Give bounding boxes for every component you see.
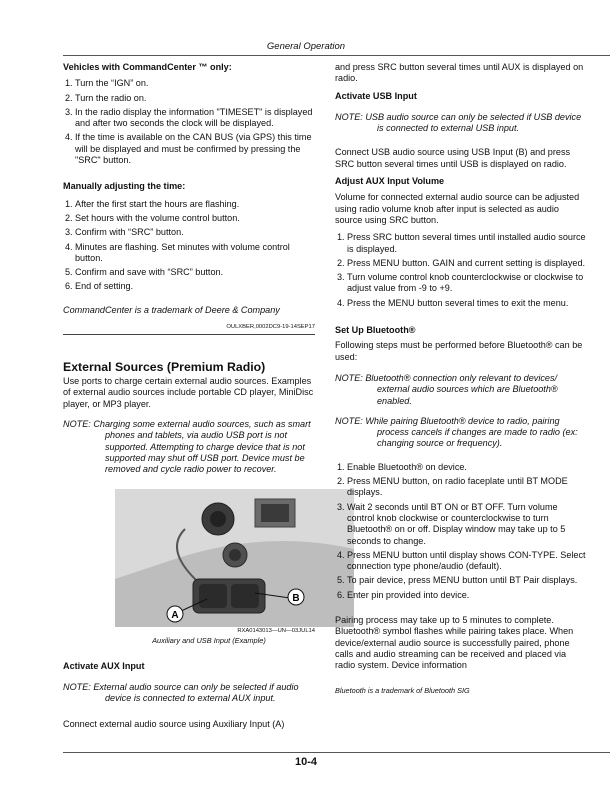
list-item: 3. Turn volume control knob counterclockwise or clockwise to adjust value from -9 to +9. — [337, 272, 584, 294]
external-sources-paragraph: Use ports to charge certain external audio sources. Examples of external audio sources include portable CD player, MiniDisc player, or MP3 player. — [63, 376, 314, 409]
bluetooth-heading: Set Up Bluetooth® — [335, 325, 416, 336]
label-b: B — [292, 593, 300, 605]
usb-paragraph: Connect USB audio source using USB Input (B) and press SRC button several times until USB is displayed on radio. — [335, 147, 571, 169]
left-column — [63, 62, 315, 730]
bluetooth-note-1: NOTE: Bluetooth® connection only relevant to devices/ external audio sources which are Bluetooth® enabled. — [335, 372, 558, 406]
commandcenter-heading: Vehicles with CommandCenter ™ only: — [63, 62, 232, 72]
aux-volume-heading: Adjust AUX Input Volume — [335, 176, 445, 187]
bluetooth-trademark: Bluetooth is a trademark of Bluetooth SIG — [335, 686, 470, 696]
list-item: 4. Minutes are flashing. Set minutes with volume control button. — [65, 241, 290, 263]
image-id: RXA0143013—UN—03JUL14 — [237, 628, 315, 635]
charging-note: NOTE: Charging some external audio sources, such as smart phones and tablets, via audio USB port is not supported. Attempting to charge device that is not supported may shut off USB port. Device must be removed and cycle radio power to recover. — [63, 418, 311, 475]
aux-volume-paragraph: Volume for connected external audio source can be adjusted using radio volume knob after input is selected as audio source using SRC button. — [335, 192, 580, 225]
list-item: 6. Enter pin provided into device. — [337, 589, 470, 600]
list-item: 2. Set hours with the volume control button. — [65, 212, 240, 223]
list-item: 2. Press MENU button, on radio faceplate until BT MODE displays. — [337, 476, 568, 498]
header-rule — [63, 55, 610, 56]
commandcenter-steps — [63, 78, 315, 166]
footer-rule — [63, 752, 610, 753]
list-item: 3. In the radio display the information "TIMESET" is displayed and after two seconds the clock will be displayed. — [65, 106, 313, 129]
bluetooth-paragraph: Following steps must be performed before Bluetooth® can be used: — [335, 340, 583, 362]
list-item: 1. Turn the “IGN” on. — [65, 78, 149, 89]
list-item: 2. Press MENU button. GAIN and current setting is displayed. — [337, 257, 586, 268]
bluetooth-steps — [335, 462, 587, 601]
list-item: 4. Press the MENU button several times to exit the menu. — [337, 297, 569, 308]
external-sources-heading: External Sources (Premium Radio) — [63, 360, 266, 375]
list-item: 5. Confirm and save with “SRC” button. — [65, 267, 224, 278]
list-item: 1. Press SRC button several times until installed audio source is displayed. — [337, 232, 586, 254]
aux-continued-paragraph: and press SRC button several times until AUX is displayed on radio. — [335, 62, 584, 84]
manual-time-steps — [63, 199, 315, 293]
list-item: 4. Press MENU button until display shows CON-TYPE. Select connection type phone/audio (default). — [337, 549, 586, 572]
list-item: 6. End of setting. — [65, 281, 134, 292]
activate-aux-heading: Activate AUX Input — [63, 660, 145, 671]
list-item: 2. Turn the radio on. — [65, 92, 147, 103]
aux-paragraph: Connect external audio source using Auxiliary Input (A) — [63, 718, 285, 729]
usb-note: NOTE: USB audio source can only be selected if USB device is connected to external USB input. — [335, 111, 582, 134]
image-caption: Auxiliary and USB Input (Example) — [152, 636, 266, 646]
list-item: 3. Wait 2 seconds until BT ON or BT OFF. Turn volume control knob clockwise or counterclockwise to turn Bluetooth® on or off. Display window may take up to 5 seconds to change. — [337, 501, 566, 546]
aux-volume-steps — [335, 232, 587, 309]
bluetooth-note-2: NOTE: While pairing Bluetooth® device to radio, pairing process cancels if changes are made to radio (ex: changing source or frequency). — [335, 415, 578, 449]
list-item: 1. After the first start the hours are flashing. — [65, 198, 240, 209]
right-column — [335, 62, 587, 697]
aux-usb-input-photo — [115, 489, 354, 627]
commandcenter-trademark: CommandCenter is a trademark of Deere & Company — [63, 304, 280, 315]
pairing-paragraph: Pairing process may take up to 5 minutes to complete. Bluetooth® symbol flashes while pairing takes place. When device/external audio source is successfully paired, phone calls and audio streaming can be received and placed via radio system. Device information — [335, 614, 574, 671]
page-number: 10-4 — [294, 756, 318, 768]
page-header: General Operation — [266, 41, 346, 52]
list-item: 3. Confirm with “SRC” button. — [65, 227, 184, 238]
list-item: 5. To pair device, press MENU button until BT Pair displays. — [337, 575, 578, 586]
manual-time-heading: Manually adjusting the time: — [63, 181, 186, 192]
label-a: A — [171, 610, 179, 622]
list-item: 4. If the time is available on the CAN BUS (via GPS) this time will be displayed and must be confirmed by pressing the "SRC" button. — [65, 132, 312, 166]
document-id: OULXBER,0002DC9-19-14SEP17 — [226, 324, 315, 331]
aux-note: NOTE: External audio source can only be selected if audio device is connected to external AUX input. — [63, 682, 299, 704]
list-item: 1. Enable Bluetooth® on device. — [337, 461, 467, 472]
activate-usb-heading: Activate USB Input — [335, 90, 417, 101]
aux-usb-illustration — [115, 489, 354, 627]
